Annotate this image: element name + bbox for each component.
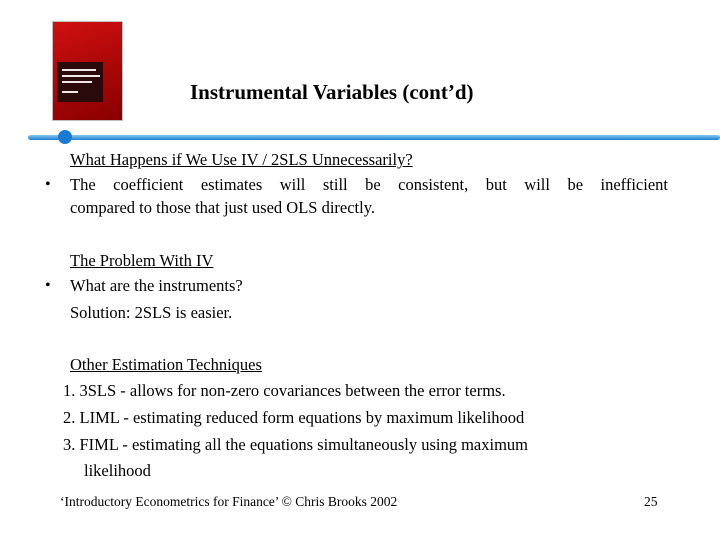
- bullet-marker: •: [45, 176, 51, 193]
- book-cover-image: [53, 22, 122, 120]
- section-heading-problem-with-iv: The Problem With IV: [70, 251, 214, 270]
- title-divider: [28, 135, 720, 140]
- bullet-marker: •: [45, 277, 51, 294]
- section-heading-iv-unnecessary: What Happens if We Use IV / 2SLS Unnecessarily?: [70, 150, 413, 169]
- section-1-line-2: compared to those that just used OLS directly.: [70, 198, 376, 217]
- section-heading-other-techniques: Other Estimation Techniques: [70, 355, 262, 374]
- page-number: 25: [644, 494, 658, 509]
- slide-title: Instrumental Variables (cont’d): [190, 80, 474, 104]
- list-item-liml: 2. LIML - estimating reduced form equations by maximum likelihood: [63, 408, 525, 427]
- section-2-line-2: Solution: 2SLS is easier.: [70, 303, 233, 322]
- footer-source: ‘Introductory Econometrics for Finance’ © Chris Brooks 2002: [60, 494, 398, 509]
- section-1-line-1: The coefficient estimates will still be consistent, but will be inefficient: [70, 175, 668, 194]
- section-2-line-1: What are the instruments?: [70, 276, 243, 295]
- divider-dot: [58, 130, 72, 144]
- list-item-fiml: 3. FIML - estimating all the equations simultaneously using maximum: [63, 435, 529, 454]
- list-item-3sls: 1. 3SLS - allows for non-zero covariances between the error terms.: [63, 381, 506, 400]
- book-cover-text-marks: [62, 69, 90, 97]
- list-item-fiml-continued: likelihood: [84, 461, 151, 480]
